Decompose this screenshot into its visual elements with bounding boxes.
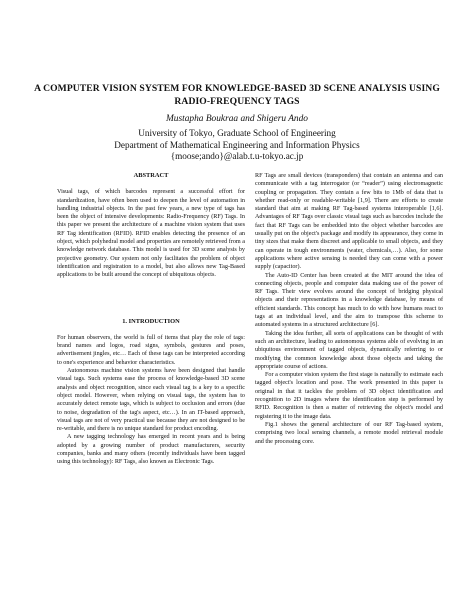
applications-paragraph: Taking the idea further, all sorts of applications can be thought of with such an architecture, leading to autonomous systems able of evolving in an ubiquitous environment of tagged objects, dynamically referring to or modifying the common knowledge about those objects and taking the appropriate course of actions. — [255, 330, 443, 370]
rf-tags-paragraph: RF Tags are small devices (transponders) that contain an antenna and can communicate with a tag interrogator (or “reader”) using electromagnetic coupling or propagation. They contain a few bits to 1Mb of data that is whether read-only or readable-writable [1,9]. There are efforts to create standard that aim at making RF Tag-based systems interoperable [1,6]. Advantages of RF Tags over classic visual tags such as barcodes include the fact that RF Tags can be embedded into the object whether barcodes are usually put on the object's package and modify its appearance, they come in tiny sizes that make them discreet and applicable to small objects, and they can operate in tough environments (water, chemicals,…). Also, for some applications where active sensing is needed they can come with a power supply (capacitor). — [255, 173, 443, 271]
introduction-heading: 1. INTRODUCTION — [122, 317, 180, 325]
author-affiliation — [30, 128, 444, 163]
computer-vision-paragraph: For a computer vision system the first stage is naturally to estimate each tagged object's location and pose. The work presented in this paper is original in that it tackles the problem of 3D object identification and recognition to 2D images where the identification step is performed by RFID. Recognition is then a matter of retrieving the object's model and registering it to the image data. — [255, 372, 443, 420]
intro-paragraph-3: A new tagging technology has emerged in recent years and is being adopted by a growing number of product manufacturers, security companies, banks and many others (recently individuals have been tagged using this technology): RF Tags, also known as Electronic Tags. — [57, 434, 245, 466]
affiliation-department: Department of Mathematical Engineering and Information Physics — [114, 139, 360, 150]
intro-paragraph-1: For human observers, the world is full of items that play the role of tags: brand names and logos, road signs, symbols, gestures and poses, advertisement jingles, etc… Each of these tags can be interpreted according to one's experience and behavior characteristics. — [57, 334, 245, 366]
auto-id-paragraph: The Auto-ID Center has been created at the MIT around the idea of connecting objects, people and computer data making use of the power of RF Tags. Their view evolves around the concept of bridging physical objects and their representations in a knowledge database, by means of efficient standards. This concept has much to do with how humans react to tags at an individual level, and the aim to transpose this scheme to automated systems in a structured architecture [6]. — [255, 272, 443, 329]
paper-title: A COMPUTER VISION SYSTEM FOR KNOWLEDGE-BASED 3D SCENE ANALYSIS USING RADIO-FREQUENCY TAGS — [34, 83, 440, 107]
paper-authors: Mustapha Boukraa and Shigeru Ando — [165, 114, 308, 124]
abstract-text: Visual tags, of which barcodes represent a successful effort for standardization, have often been used to deepen the level of automation in handling industrial objects. In the past few years, a new type of tags has been the object of intensive developments: Radio-Frequency (RF) Tags. In this paper we present the architecture of a machine vision system that uses RF Tag identification (RFID). RFID enables detecting the presence of an object, which polyhedral model and properties are remotely retrieved from a knowledge network database. This model is used for 3D scene analysis by projective geometry. Our system not only facilitates the problem of object identification and registration to a model, but also allows new Tag-Based applications to be built around the concept of ubiquitous objects. — [57, 189, 245, 279]
affiliation-university: University of Tokyo, Graduate School of Engineering — [138, 128, 336, 138]
affiliation-email: {moose;ando}@alab.t.u-tokyo.ac.jp — [170, 151, 304, 162]
right-column — [255, 172, 443, 446]
architecture-paragraph: Fig.1 shows the general architecture of our RF Tag-based system, comprising two local sensing channels, a remote model retrieval module and the processing core. — [255, 421, 443, 445]
left-column — [57, 172, 245, 467]
intro-paragraph-2: Autonomous machine vision systems have been designed that handle visual tags. Such systems ease the process of knowledge-based 3D scene analysis and object recognition, since each visual tag is a key to a specific object model. However, when relying on visual tags, the system has to accurately detect remote tags, which is subject to occlusion and errors (due to noise, degradation of the tag's aspect, etc…). In an IT-based approach, visual tags are not of very practical use because they are not designed to be re-writable, and there is no unique standard for product encoding. — [57, 368, 245, 433]
abstract-heading: ABSTRACT — [133, 172, 169, 179]
